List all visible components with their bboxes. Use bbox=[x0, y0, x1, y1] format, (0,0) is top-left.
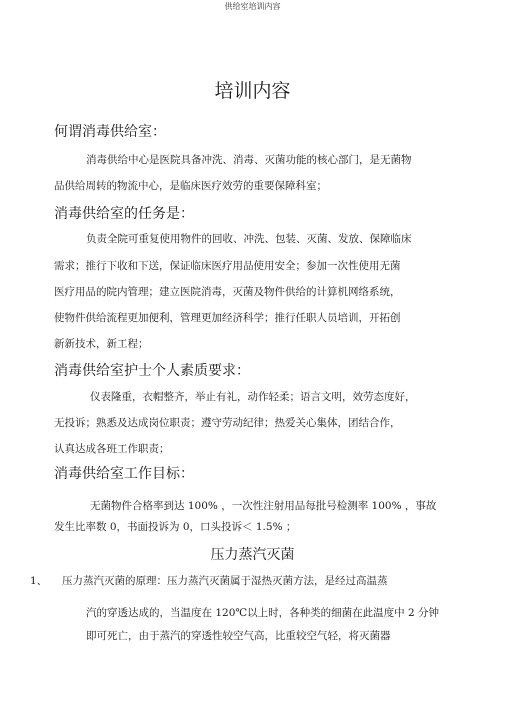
section-heading-definition: 何谓消毒供给室： bbox=[54, 124, 166, 140]
paragraph-line: 消毒供给中心是医院具备冲洗、消毒、灭菌功能的核心部门，是无菌物 bbox=[86, 154, 412, 166]
paragraph-line: 压力蒸汽灭菌的原理：压力蒸汽灭菌属于湿热灭菌方法，是经过高温蒸 bbox=[62, 575, 388, 587]
list-number: 1、 bbox=[30, 575, 48, 587]
section-heading-tasks: 消毒供给室的任务是： bbox=[54, 206, 194, 222]
paragraph-line: 发生比率数 0，书面投诉为 0，口头投诉＜ 1.5% ； bbox=[54, 521, 297, 533]
paragraph-line: 汽的穿透达成的，当温度在 120℃以上时，各种类的细菌在此温度中 2 分钟 bbox=[86, 607, 439, 619]
paragraph-line: 无菌物件合格率到达 100% ，一次性注射用品每批号检测率 100% ，事故 bbox=[90, 500, 437, 512]
paragraph-line: 新新技术，新工程； bbox=[54, 338, 149, 350]
paragraph-line: 负责全院可重复使用物件的回收、冲洗、包装、灭菌、发放、保障临床 bbox=[86, 233, 412, 245]
paragraph-line: 需求；推行下收和下送，保证临床医疗用品使用安全；参加一次性使用无菌 bbox=[54, 260, 401, 272]
paragraph-line: 医疗用品的院内管理；建立医院消毒，灭菌及物件供给的计算机网络系统， bbox=[54, 286, 401, 298]
paragraph-line: 认真达成各班工作职责； bbox=[54, 443, 170, 455]
paragraph-line: 即可死亡，由于蒸汽的穿透性较空气高，比重较空气轻，将灭菌器 bbox=[86, 630, 391, 642]
paragraph-line: 使物件供给流程更加便利，管理更加经济科学；推行任职人员培训，开拓创 bbox=[54, 312, 401, 324]
section-title-steam-sterilization: 压力蒸汽灭菌 bbox=[210, 547, 295, 563]
page-title: 培训内容 bbox=[214, 80, 291, 102]
paragraph-line: 品供给周转的物流中心，是临床医疗效劳的重要保障科室； bbox=[54, 180, 327, 192]
section-heading-requirements: 消毒供给室护士个人素质要求： bbox=[54, 363, 250, 379]
paragraph-line: 仪表隆重，衣帽整齐，举止有礼，动作轻柔；语言文明，效劳态度好， bbox=[90, 391, 416, 403]
section-heading-goals: 消毒供给室工作目标： bbox=[54, 466, 194, 482]
running-header: 供给室培训内容 bbox=[224, 2, 281, 11]
paragraph-line: 无投诉；熟悉及达成岗位职责；遵守劳动纪律；热爱关心集体，团结合作， bbox=[54, 417, 401, 429]
